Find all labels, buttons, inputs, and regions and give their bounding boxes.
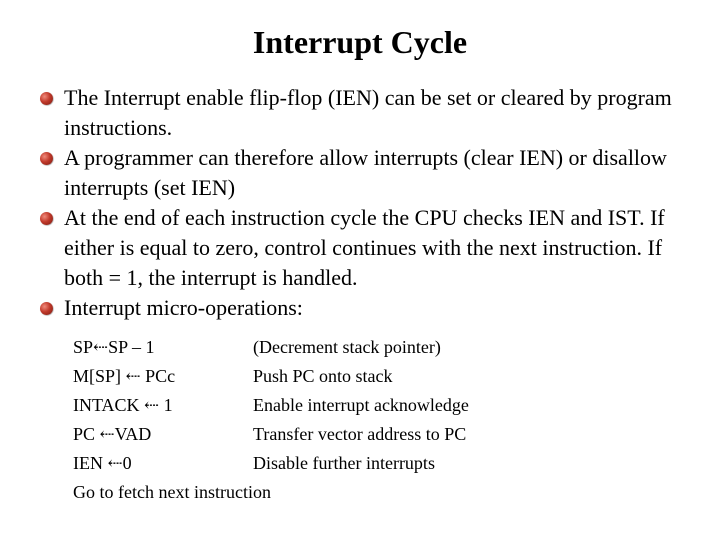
micro-operation-description: Enable interrupt acknowledge (253, 395, 469, 415)
bullet-text: The Interrupt enable flip-flop (IEN) can be set or cleared by program instructions. (64, 85, 672, 140)
micro-operation-description: Transfer vector address to PC (253, 424, 467, 444)
bullet-item (40, 83, 700, 143)
bullet-text: Interrupt micro-operations: (64, 295, 303, 320)
micro-operation-code: INTACK ⇠ 1 (73, 395, 173, 415)
micro-operation-description: (Decrement stack pointer) (253, 337, 441, 357)
bullet-item (40, 203, 700, 293)
red-sphere-bullet-icon (40, 302, 53, 315)
red-sphere-bullet-icon (40, 152, 53, 165)
bullet-text: At the end of each instruction cycle the CPU checks IEN and IST. If either is equal to zero, control continues with the next instruction. If both = 1, the interrupt is handled. (64, 205, 665, 290)
micro-operation-description: Push PC onto stack (253, 366, 393, 386)
micro-operation-code: IEN ⇠0 (73, 453, 132, 473)
micro-operation-code: Go to fetch next instruction (73, 482, 271, 502)
micro-operation-code: SP⇠SP – 1 (73, 337, 155, 357)
micro-operation-code: M[SP] ⇠ PCc (73, 366, 176, 386)
bullet-item (40, 293, 700, 323)
micro-operation-code: PC ⇠VAD (73, 424, 152, 444)
bullet-text: A programmer can therefore allow interrupts (clear IEN) or disallow interrupts (set IEN) (64, 145, 667, 200)
red-sphere-bullet-icon (40, 92, 53, 105)
bullet-item (40, 143, 700, 203)
bullet-list (40, 83, 700, 323)
red-sphere-bullet-icon (40, 212, 53, 225)
micro-operation-description: Disable further interrupts (253, 453, 435, 473)
slide-title: Interrupt Cycle (252, 24, 468, 60)
